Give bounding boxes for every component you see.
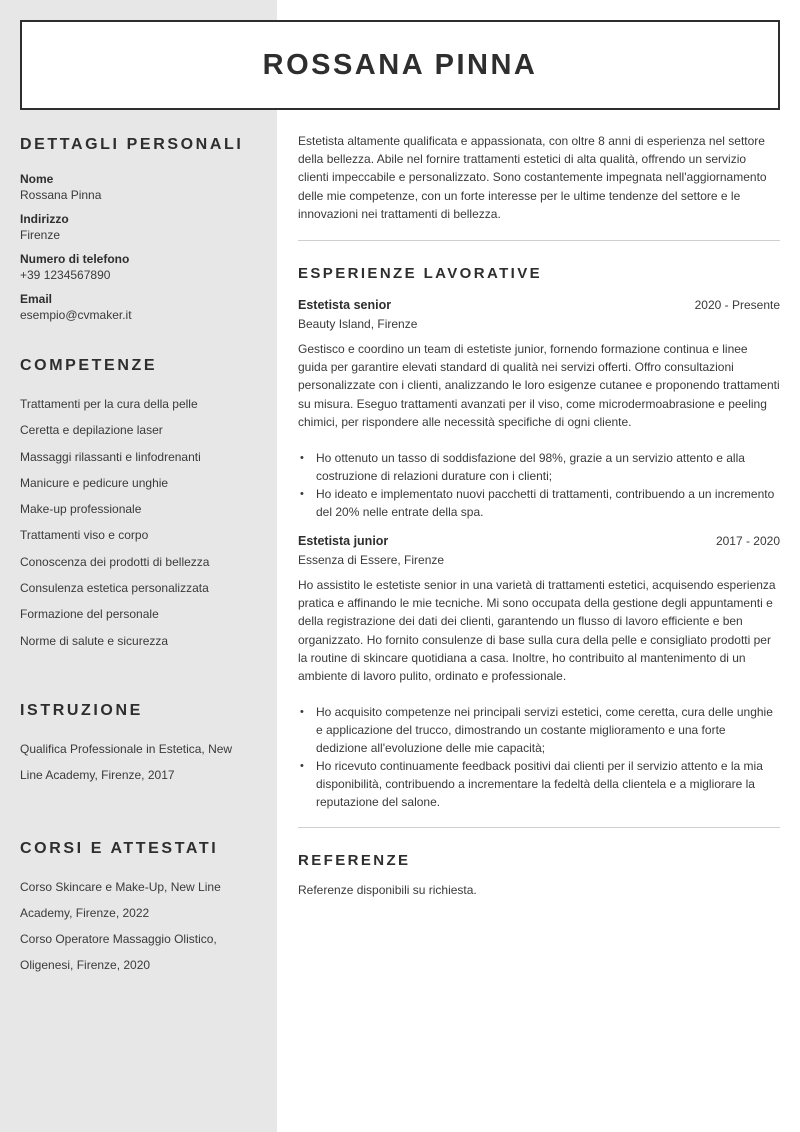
- references-heading: REFERENZE: [298, 852, 411, 870]
- achievement-item: [298, 485, 780, 521]
- references-text: Referenze disponibili su richiesta.: [298, 883, 477, 898]
- job-achievements: [298, 449, 780, 521]
- courses-section: [20, 840, 260, 978]
- job-description: Gestisco e coordino un team di estetiste junior, fornendo formazione continua e linee guida per garantire elevati standard di qualità nei servizi offerti. Offro consultazioni personalizzate con i clienti, analizzando le loro esigenze cutanee e proponendo trattamenti su misura. Eseguo trattamenti avanzati per il viso, come microdermoabrasione e peeling chimici, per rispondere alle necessità specifiche di ogni cliente.: [298, 342, 780, 429]
- achievement-item: [298, 703, 780, 757]
- section-divider: [298, 827, 780, 828]
- course-line: Corso Operatore Massaggio Olistico,: [20, 931, 217, 946]
- job-title: Estetista junior: [298, 534, 389, 549]
- courses-list: [20, 874, 260, 978]
- skill-item: Make-up professionale: [20, 502, 142, 517]
- skills-list: [20, 391, 260, 654]
- main-content: [298, 132, 780, 897]
- sidebar: [20, 136, 260, 978]
- skill-item: Formazione del personale: [20, 607, 159, 622]
- skill-item: Trattamenti viso e corpo: [20, 528, 149, 543]
- education-line: Line Academy, Firenze, 2017: [20, 767, 175, 782]
- detail-label: Indirizzo: [20, 212, 69, 226]
- courses-heading: CORSI E ATTESTATI: [20, 839, 219, 857]
- skill-item: Conoscenza dei prodotti di bellezza: [20, 554, 210, 569]
- bullet-icon: •: [300, 760, 304, 773]
- experience-heading: ESPERIENZE LAVORATIVE: [298, 265, 543, 283]
- job-company: Essenza di Essere, Firenze: [298, 553, 445, 568]
- detail-value: +39 1234567890: [20, 268, 111, 282]
- references-section: [298, 852, 780, 897]
- job-achievements: [298, 703, 780, 811]
- course-line: Oligenesi, Firenze, 2020: [20, 957, 151, 972]
- achievement-text: Ho ricevuto continuamente feedback positivi dai clienti per il servizio attento e la mia disponibilità, contribuendo a incrementare la fedeltà della clientela e a migliorare la reputazione del salone.: [316, 759, 763, 810]
- education-line: Qualifica Professionale in Estetica, New: [20, 741, 233, 756]
- detail-value: esempio@cvmaker.it: [20, 308, 132, 322]
- detail-value: Rossana Pinna: [20, 188, 102, 202]
- detail-label: Nome: [20, 172, 54, 186]
- skill-item: Massaggi rilassanti e linfodrenanti: [20, 449, 201, 464]
- job-dates: 2017 - 2020: [715, 534, 780, 549]
- skills-section: [20, 357, 260, 654]
- course-line: Corso Skincare e Make-Up, New Line: [20, 879, 221, 894]
- job-description: Ho assistito le estetiste senior in una varietà di trattamenti estetici, acquisendo esperienza pratica e affinando le mie tecniche. Mi sono occupata della gestione degli appuntamenti e della registrazione dei dati dei clienti, garantendo un flusso di lavoro efficiente e ben organizzato. Ho fornito consulenze di base sulla cura della pelle e consigliato prodotti per la routine di skincare quotidiana a casa. Inoltre, ho contribuito al mantenimento di un ambiente di lavoro pulito, ordinato e professionale.: [298, 578, 776, 684]
- personal-details-heading: DETTAGLI PERSONALI: [20, 136, 244, 153]
- candidate-name: ROSSANA PINNA: [262, 48, 538, 81]
- detail-value: Firenze: [20, 228, 61, 242]
- section-divider: [298, 240, 780, 241]
- education-heading: ISTRUZIONE: [20, 701, 143, 719]
- detail-label: Numero di telefono: [20, 252, 130, 266]
- skill-item: Trattamenti per la cura della pelle: [20, 397, 198, 411]
- education-section: [20, 702, 260, 788]
- experience-section: [298, 265, 780, 811]
- personal-details-section: [20, 136, 260, 323]
- profile-summary: Estetista altamente qualificata e appassionata, con oltre 8 anni di esperienza nel settore della bellezza. Abile nel fornire trattamenti estetici di alta qualità, offrendo un servizio clienti impeccabile e personalizzato. Sono costantemente impegnata nell'aggiornamento delle mie competenze, con un forte interesse per le ultime tendenze del settore e le innovazioni nei trattamenti di bellezza.: [298, 134, 767, 221]
- achievement-item: [298, 757, 780, 811]
- education-list: [20, 736, 260, 788]
- skill-item: Consulenza estetica personalizzata: [20, 581, 209, 596]
- achievement-text: Ho ottenuto un tasso di soddisfazione del 98%, grazie a un servizio attento e alla costruzione di relazioni durature con i clienti;: [316, 451, 745, 484]
- personal-detail-address: [20, 212, 260, 243]
- achievement-text: Ho ideato e implementato nuovi pacchetti di trattamenti, contribuendo a un incremento del 20% nelle entrate della spa.: [316, 487, 775, 520]
- job-company: Beauty Island, Firenze: [298, 317, 418, 332]
- skills-heading: COMPETENZE: [20, 357, 158, 374]
- personal-detail-email: [20, 292, 260, 323]
- job-entry: [298, 534, 780, 811]
- achievement-item: [298, 449, 780, 485]
- course-line: Academy, Firenze, 2022: [20, 905, 150, 920]
- job-title: Estetista senior: [298, 298, 392, 313]
- personal-detail-name: [20, 172, 260, 203]
- personal-detail-phone: [20, 252, 260, 283]
- achievement-text: Ho acquisito competenze nei principali servizi estetici, come ceretta, cura delle unghie e applicazione del trucco, dimostrando un costante miglioramento e una forte dedizione all'evoluzione delle mie capacità;: [316, 705, 773, 756]
- skill-item: Manicure e pedicure unghie: [20, 475, 169, 490]
- bullet-icon: •: [300, 488, 304, 501]
- detail-label: Email: [20, 292, 53, 306]
- job-entry: [298, 298, 780, 521]
- job-dates: 2020 - Presente: [694, 298, 780, 313]
- name-header: [20, 20, 780, 110]
- bullet-icon: •: [300, 452, 304, 465]
- bullet-icon: •: [300, 706, 304, 719]
- skill-item: Norme di salute e sicurezza: [20, 633, 169, 648]
- skill-item: Ceretta e depilazione laser: [20, 423, 163, 438]
